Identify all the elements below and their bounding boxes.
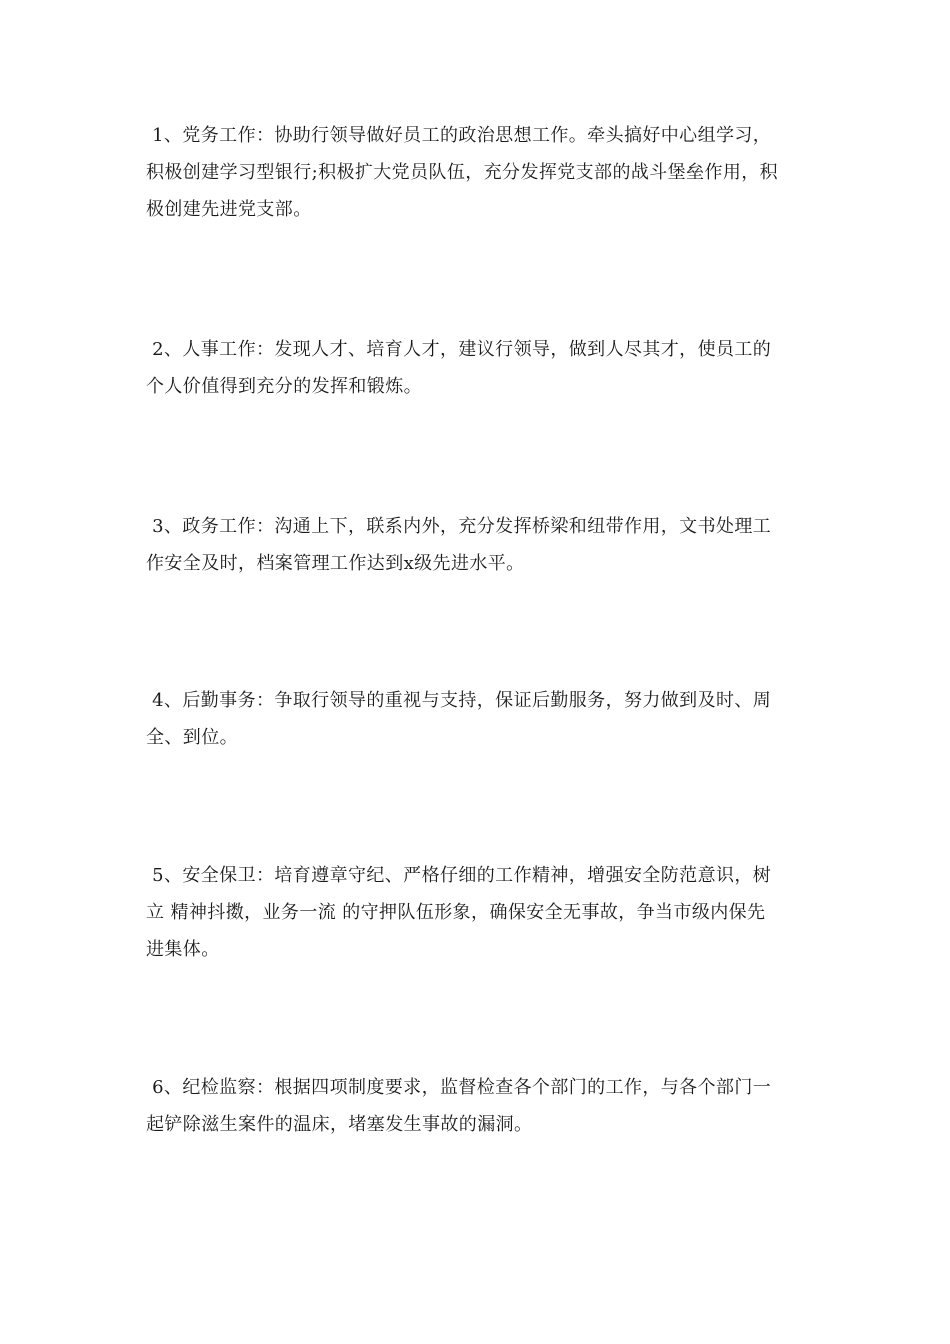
paragraph-line: 6、纪检监察：根据四项制度要求，监督检查各个部门的工作，与各个部门一 — [146, 1077, 772, 1098]
paragraph-logistics — [146, 682, 806, 756]
paragraph-line: 2、人事工作：发现人才、培育人才，建议行领导，做到人尽其才，使员工的 — [146, 339, 772, 360]
paragraph-security — [146, 857, 806, 968]
paragraph-party-affairs — [146, 117, 806, 228]
paragraph-line: 极创建先进党支部。 — [146, 199, 312, 220]
paragraph-line: 全、到位。 — [146, 727, 238, 748]
paragraph-line: 4、后勤事务：争取行领导的重视与支持，保证后勤服务，努力做到及时、周 — [146, 690, 772, 711]
paragraph-line: 个人价值得到充分的发挥和锻炼。 — [146, 376, 422, 397]
paragraph-administration — [146, 508, 806, 582]
paragraph-line: 立 精神抖擞，业务一流 的守押队伍形象，确保安全无事故，争当市级内保先 — [146, 902, 766, 923]
paragraph-personnel — [146, 331, 806, 405]
paragraph-line: 进集体。 — [146, 939, 220, 960]
paragraph-line: 起铲除滋生案件的温床，堵塞发生事故的漏洞。 — [146, 1114, 533, 1135]
paragraph-discipline-inspection — [146, 1069, 806, 1143]
paragraph-line: 1、党务工作：协助行领导做好员工的政治思想工作。牵头搞好中心组学习， — [146, 125, 772, 146]
paragraph-line: 作安全及时，档案管理工作达到x级先进水平。 — [146, 553, 525, 574]
paragraph-line: 3、政务工作：沟通上下，联系内外，充分发挥桥梁和纽带作用，文书处理工 — [146, 516, 772, 537]
paragraph-line: 积极创建学习型银行;积极扩大党员队伍，充分发挥党支部的战斗堡垒作用，积 — [146, 162, 779, 183]
paragraph-line: 5、安全保卫：培育遵章守纪、严格仔细的工作精神，增强安全防范意识，树 — [146, 865, 772, 886]
